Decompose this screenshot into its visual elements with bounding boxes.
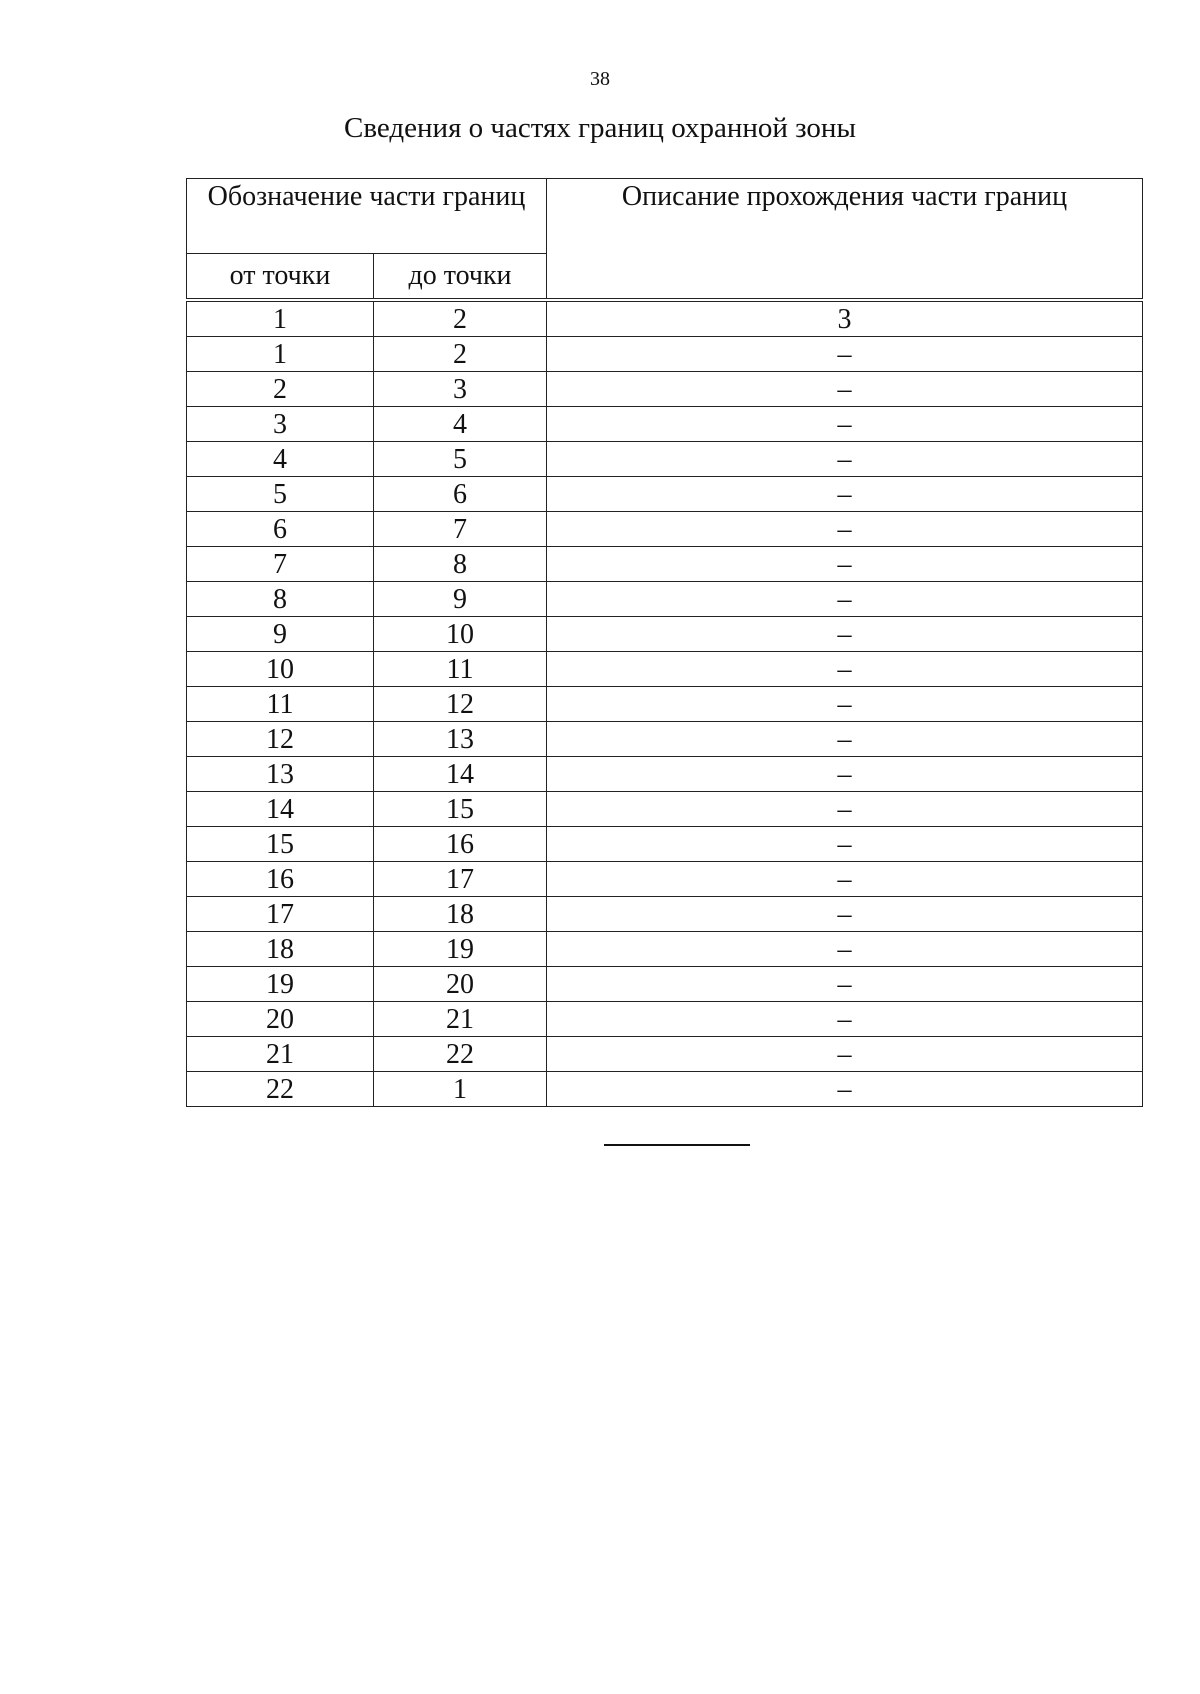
- cell-to-point: 14: [374, 757, 547, 792]
- cell-from-point: 15: [187, 827, 374, 862]
- cell-to-point: 18: [374, 897, 547, 932]
- cell-description: –: [547, 1037, 1143, 1072]
- table-row: [187, 722, 1143, 757]
- table-row: [187, 862, 1143, 897]
- column-number-1: 1: [187, 302, 374, 337]
- cell-to-point: 10: [374, 617, 547, 652]
- table-row: [187, 617, 1143, 652]
- table-row: [187, 547, 1143, 582]
- document-title: Сведения о частях границ охранной зоны: [344, 112, 856, 144]
- cell-to-point: 2: [374, 337, 547, 372]
- header-designation: Обозначение части границ: [187, 179, 547, 254]
- table-row: [187, 967, 1143, 1002]
- column-number-2: 2: [374, 302, 547, 337]
- cell-description: –: [547, 897, 1143, 932]
- cell-from-point: 9: [187, 617, 374, 652]
- cell-from-point: 22: [187, 1072, 374, 1107]
- cell-from-point: 5: [187, 477, 374, 512]
- cell-to-point: 12: [374, 687, 547, 722]
- cell-from-point: 13: [187, 757, 374, 792]
- cell-description: –: [547, 372, 1143, 407]
- cell-from-point: 14: [187, 792, 374, 827]
- cell-to-point: 20: [374, 967, 547, 1002]
- cell-from-point: 19: [187, 967, 374, 1002]
- cell-to-point: 11: [374, 652, 547, 687]
- cell-description: –: [547, 932, 1143, 967]
- cell-description: –: [547, 617, 1143, 652]
- cell-to-point: 15: [374, 792, 547, 827]
- cell-from-point: 6: [187, 512, 374, 547]
- cell-to-point: 6: [374, 477, 547, 512]
- cell-to-point: 17: [374, 862, 547, 897]
- column-number-3: 3: [547, 302, 1143, 337]
- table-row: [187, 337, 1143, 372]
- cell-description: –: [547, 337, 1143, 372]
- cell-from-point: 7: [187, 547, 374, 582]
- table-row: [187, 1037, 1143, 1072]
- cell-from-point: 18: [187, 932, 374, 967]
- cell-to-point: 1: [374, 1072, 547, 1107]
- cell-from-point: 10: [187, 652, 374, 687]
- cell-to-point: 13: [374, 722, 547, 757]
- table-header-row: [187, 179, 1143, 254]
- cell-to-point: 9: [374, 582, 547, 617]
- cell-description: –: [547, 407, 1143, 442]
- table-row: [187, 687, 1143, 722]
- cell-description: –: [547, 722, 1143, 757]
- table-row: [187, 652, 1143, 687]
- table-row: [187, 582, 1143, 617]
- cell-description: –: [547, 652, 1143, 687]
- cell-description: –: [547, 687, 1143, 722]
- cell-from-point: 11: [187, 687, 374, 722]
- cell-description: –: [547, 1072, 1143, 1107]
- header-description: Описание прохождения части границ: [547, 179, 1143, 299]
- table-row: [187, 1072, 1143, 1107]
- cell-to-point: 19: [374, 932, 547, 967]
- cell-from-point: 2: [187, 372, 374, 407]
- cell-description: –: [547, 512, 1143, 547]
- cell-description: –: [547, 442, 1143, 477]
- cell-description: –: [547, 757, 1143, 792]
- table-row: [187, 932, 1143, 967]
- cell-to-point: 21: [374, 1002, 547, 1037]
- end-rule-line: [604, 1144, 750, 1146]
- header-from-point: от точки: [187, 254, 374, 299]
- cell-to-point: 5: [374, 442, 547, 477]
- table-row: [187, 792, 1143, 827]
- boundary-parts-table: [186, 178, 1143, 1107]
- cell-to-point: 16: [374, 827, 547, 862]
- cell-from-point: 3: [187, 407, 374, 442]
- table-row: [187, 372, 1143, 407]
- table-row: [187, 512, 1143, 547]
- cell-description: –: [547, 582, 1143, 617]
- cell-description: –: [547, 477, 1143, 512]
- table-row: [187, 477, 1143, 512]
- table-row: [187, 407, 1143, 442]
- cell-to-point: 3: [374, 372, 547, 407]
- cell-from-point: 4: [187, 442, 374, 477]
- cell-from-point: 21: [187, 1037, 374, 1072]
- cell-description: –: [547, 862, 1143, 897]
- cell-to-point: 4: [374, 407, 547, 442]
- cell-to-point: 22: [374, 1037, 547, 1072]
- cell-from-point: 12: [187, 722, 374, 757]
- cell-from-point: 1: [187, 337, 374, 372]
- cell-from-point: 8: [187, 582, 374, 617]
- cell-description: –: [547, 827, 1143, 862]
- table-row: [187, 757, 1143, 792]
- table-row: [187, 827, 1143, 862]
- cell-from-point: 16: [187, 862, 374, 897]
- table-row: [187, 442, 1143, 477]
- cell-description: –: [547, 967, 1143, 1002]
- header-to-point: до точки: [374, 254, 547, 299]
- table-row: [187, 1002, 1143, 1037]
- column-numbers-row: [187, 302, 1143, 337]
- cell-from-point: 20: [187, 1002, 374, 1037]
- cell-description: –: [547, 792, 1143, 827]
- cell-description: –: [547, 547, 1143, 582]
- cell-from-point: 17: [187, 897, 374, 932]
- cell-description: –: [547, 1002, 1143, 1037]
- table-row: [187, 897, 1143, 932]
- page-number: 38: [590, 68, 610, 90]
- cell-to-point: 8: [374, 547, 547, 582]
- cell-to-point: 7: [374, 512, 547, 547]
